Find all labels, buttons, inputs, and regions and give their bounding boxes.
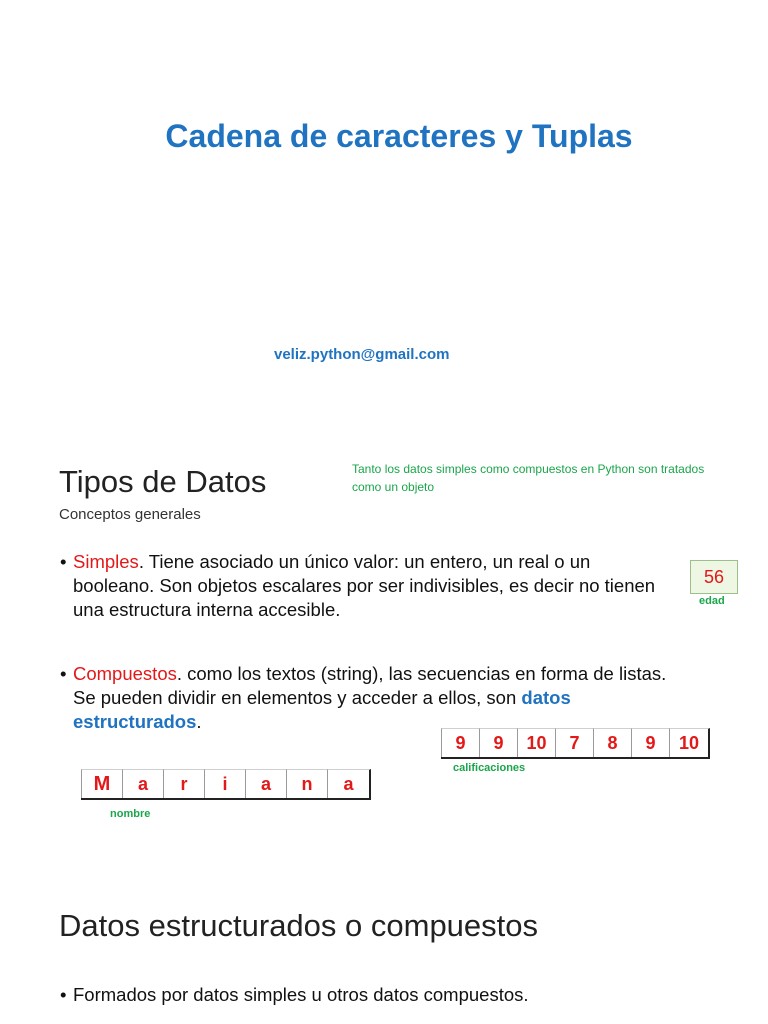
section-title-estructurados: Datos estructurados o compuestos (59, 908, 539, 943)
compuestos-description: . como los textos (string), las secuencias en forma de listas. Se pueden dividir en elementos y acceder a ellos, son (73, 663, 667, 708)
array-cell: 7 (555, 728, 593, 757)
bullet-dot: • (60, 984, 67, 1005)
author-email: veliz.python@gmail.com (274, 346, 450, 363)
nombre-array (81, 769, 371, 800)
array-cell: 9 (631, 728, 669, 757)
term-compuestos: Compuestos (73, 663, 177, 684)
letter-cell: i (204, 769, 245, 798)
letter-cell: r (163, 769, 204, 798)
array-cell: 9 (441, 728, 479, 757)
bullet-formados (60, 983, 673, 1007)
array-cell: 10 (517, 728, 555, 757)
array-cell: 8 (593, 728, 631, 757)
calificaciones-array (441, 728, 710, 759)
bullet-compuestos (60, 662, 673, 734)
compuestos-end: . (196, 711, 202, 732)
datos-estructurados-highlight: datos estructurados (73, 687, 571, 732)
calificaciones-label: calificaciones (453, 762, 526, 774)
array-cell: 9 (479, 728, 517, 757)
bullet-dot: • (60, 663, 67, 684)
bullet-simples (60, 550, 673, 622)
simples-description: . Tiene asociado un único valor: un entero, un real o un booleano. Son objetos escalares por ser indivisibles, es decir no tienen una estructura interna accesible. (73, 551, 656, 620)
bullet-dot: • (60, 551, 67, 572)
section-title-tipos: Tipos de Datos (59, 464, 267, 499)
letter-cell: a (245, 769, 286, 798)
formados-text: Formados por datos simples u otros datos compuestos. (73, 984, 529, 1005)
edad-label: edad (699, 595, 725, 607)
nombre-label: nombre (110, 808, 151, 820)
letter-cell: M (81, 769, 122, 798)
slide-title: Cadena de caracteres y Tuplas (165, 118, 633, 154)
section-subtitle: Conceptos generales (59, 506, 201, 523)
letter-cell: a (327, 769, 371, 798)
letter-cell: a (122, 769, 163, 798)
python-object-note: Tanto los datos simples como compuestos en Python son tratados como un objeto (352, 462, 705, 494)
letter-cell: n (286, 769, 327, 798)
array-cell: 10 (669, 728, 710, 757)
edad-value-box: 56 (690, 560, 738, 594)
term-simples: Simples (73, 551, 139, 572)
